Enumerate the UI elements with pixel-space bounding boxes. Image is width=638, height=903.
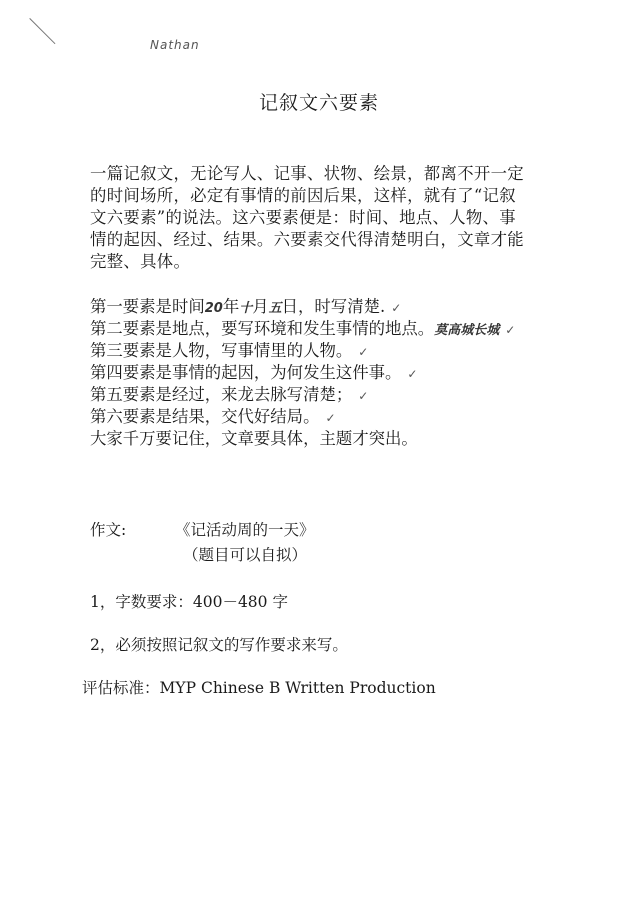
six-elements-list	[90, 296, 570, 450]
handwritten-place: 莫高城长城	[434, 323, 500, 338]
page-title: 记叙文六要素	[258, 92, 379, 114]
assignment-title: 《记活动周的一天》	[175, 521, 315, 539]
requirement-1: 1，字数要求：400－480 字	[90, 593, 288, 611]
element-item-5: 第五要素是经过，来龙去脉写清楚； ✓	[90, 385, 369, 404]
element-item-6: 第六要素是结果，交代好结局。 ✓	[90, 407, 336, 426]
handwritten-day: 五	[268, 301, 282, 316]
element-item-1: 第一要素是时间20年十月五日，时写清楚. ✓	[90, 297, 402, 316]
assignment-label: 作文:	[90, 521, 127, 539]
check-mark-icon: ✓	[505, 323, 516, 337]
element-item-2: 第二要素是地点，要写环境和发生事情的地点。莫高城长城 ✓	[90, 319, 516, 338]
student-name: Nathan	[150, 38, 200, 52]
assignment-note: （题目可以自拟）	[183, 546, 308, 564]
element-item-3: 第三要素是人物，写事情里的人物。 ✓	[90, 341, 369, 360]
check-mark-icon: ✓	[407, 367, 418, 381]
element-summary: 大家千万要记住，文章要具体，主题才突出。	[90, 429, 418, 448]
requirement-2: 2，必须按照记叙文的写作要求来写。	[90, 636, 348, 654]
pen-mark	[29, 18, 55, 44]
element-item-4: 第四要素是事情的起因，为何发生这件事。 ✓	[90, 363, 418, 382]
check-mark-icon: ✓	[358, 345, 369, 359]
check-mark-icon: ✓	[391, 301, 402, 315]
check-mark-icon: ✓	[325, 411, 336, 425]
handwritten-year: 20	[204, 301, 223, 316]
intro-paragraph: 一篇记叙文，无论写人、记事、状物、绘景，都离不开一定的时间场所，必定有事情的前因后果，这样，就有了“记叙文六要素”的说法。这六要素便是：时间、地点、人物、事情的起因、经过、结果。六要素交代得清楚明白，文章才能完整、具体。	[90, 164, 524, 271]
handwritten-month: 十	[239, 301, 253, 316]
assessment-criteria: 评估标准：MYP Chinese B Written Production	[82, 679, 436, 697]
check-mark-icon: ✓	[358, 389, 369, 403]
